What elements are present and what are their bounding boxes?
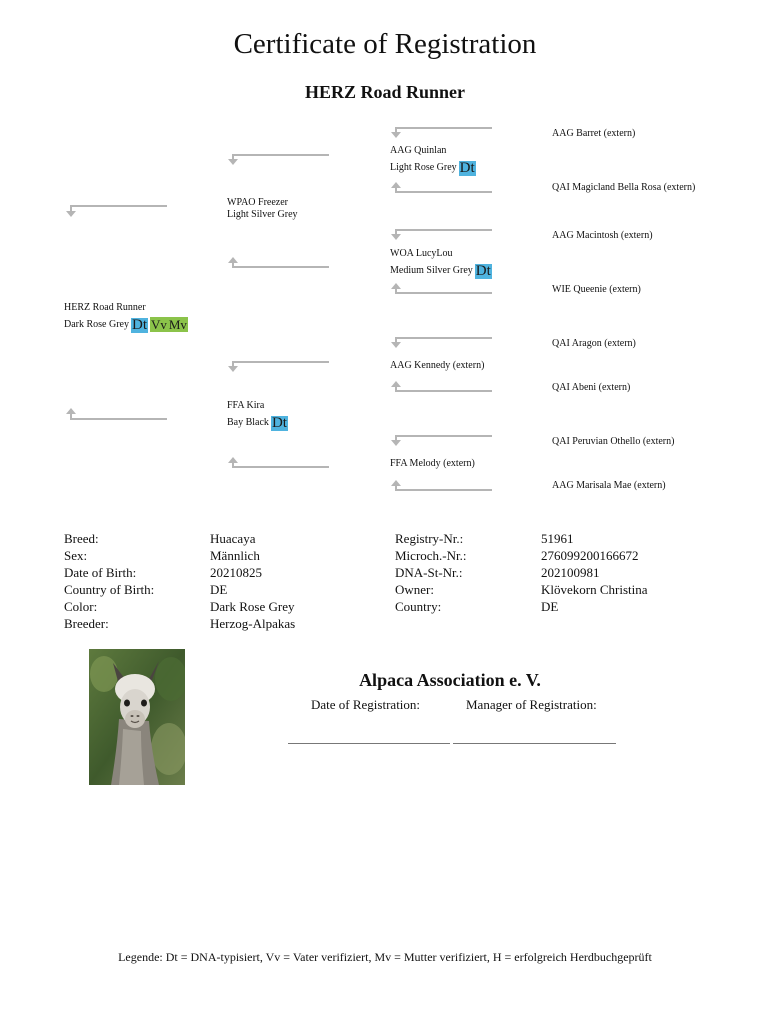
value-sex: Männlich [210,548,260,563]
legend: Legende: Dt = DNA-typisiert, Vv = Vater verifiziert, Mv = Mutter verifiziert, H = erfolgreich Herdbuchgeprüft [118,950,652,964]
pedigree-dam-name: FFA Kira [227,400,265,411]
connector-g3-5 [396,338,492,346]
connector-g3-3 [396,230,492,238]
pedigree-sire-dam-color: Medium Silver Grey [390,265,473,276]
value-country-of-birth: DE [210,582,228,597]
association-name: Alpaca Association e. V. [359,670,541,690]
pedigree-sire-sire [390,142,476,176]
connector-sire-dam [233,259,329,267]
value-breed: Huacaya [210,531,256,546]
label-microchip-nr: Microch.-Nr.: [395,548,467,563]
pedigree-sire-sire-name: AAG Quinlan [390,145,447,156]
pedigree-dam-sire-name: AAG Kennedy (extern) [390,360,485,371]
connector-animal-sire [71,206,167,215]
label-color: Color: [64,599,98,614]
pedigree-dam [227,397,288,431]
connector-animal-dam [71,410,167,419]
badge-vv: Vv [150,317,167,332]
value-registry-nr: 51961 [541,531,574,546]
value-country: DE [541,599,559,614]
manager-signature-line [453,743,616,744]
pedigree-g3-7: QAI Peruvian Othello (extern) [552,436,675,447]
value-owner: Klövekorn Christina [541,582,648,597]
pedigree-g3-5: QAI Aragon (extern) [552,338,636,349]
pedigree-g3-1: AAG Barret (extern) [552,128,636,139]
connector-g3-2 [396,184,492,192]
value-dna-st-nr: 202100981 [541,565,600,580]
label-sex: Sex: [64,548,88,563]
label-owner: Owner: [395,582,434,597]
label-breed: Breed: [64,531,99,546]
details-right-values [541,530,648,615]
details-left-values [210,530,295,632]
connector-dam-dam [233,459,329,467]
badge-dt: Dt [475,263,491,279]
pedigree-dam-dam-name: FFA Melody (extern) [390,458,475,469]
connector-dam-sire [233,362,329,370]
certificate-title: Certificate of Registration [233,28,537,60]
pedigree-animal-color: Dark Rose Grey [64,319,129,330]
pedigree-sire-sire-color: Light Rose Grey [390,162,457,173]
pedigree-sire-dam [390,245,492,279]
pedigree-g3-4: WIE Queenie (extern) [552,284,641,295]
badge-dt: Dt [459,160,475,176]
pedigree-g3-2: QAI Magicland Bella Rosa (extern) [552,182,696,193]
pedigree-animal [64,299,188,333]
manager-of-registration-label: Manager of Registration: [466,697,597,712]
label-breeder: Breeder: [64,616,109,631]
alpaca-photo [89,649,185,785]
connector-sire-sire [233,155,329,163]
value-color: Dark Rose Grey [210,599,295,614]
pedigree-dam-color: Bay Black [227,417,269,428]
pedigree-g3-3: AAG Macintosh (extern) [552,230,653,241]
pedigree-sire-color: Light Silver Grey [227,209,298,220]
connector-g3-8 [396,482,492,490]
badge-dt: Dt [131,317,147,333]
label-country: Country: [395,599,442,614]
date-of-registration-label: Date of Registration: [311,697,421,712]
details-left-labels [64,530,154,632]
pedigree-sire-name: WPAO Freezer [227,197,289,208]
value-breeder: Herzog-Alpakas [210,616,296,631]
connector-g3-1 [396,128,492,136]
pedigree-g3-6: QAI Abeni (extern) [552,382,631,393]
pedigree-animal-name: HERZ Road Runner [64,302,146,313]
connector-g3-6 [396,383,492,391]
pedigree-sire [227,197,298,221]
label-date-of-birth: Date of Birth: [64,565,137,580]
connector-g3-4 [396,285,492,293]
animal-name-heading: HERZ Road Runner [304,82,466,102]
pedigree-sire-dam-name: WOA LucyLou [390,248,453,259]
label-country-of-birth: Country of Birth: [64,582,155,597]
date-signature-line [288,743,450,744]
connector-g3-7 [396,436,492,444]
badge-mv: Mv [168,317,187,332]
label-dna-st-nr: DNA-St-Nr.: [395,565,463,580]
badge-dt: Dt [271,415,287,431]
value-date-of-birth: 20210825 [210,565,262,580]
pedigree-g3-8: AAG Marisala Mae (extern) [552,480,666,491]
details-right-labels [395,530,466,615]
value-microchip-nr: 276099200166672 [541,548,639,563]
label-registry-nr: Registry-Nr.: [395,531,464,546]
